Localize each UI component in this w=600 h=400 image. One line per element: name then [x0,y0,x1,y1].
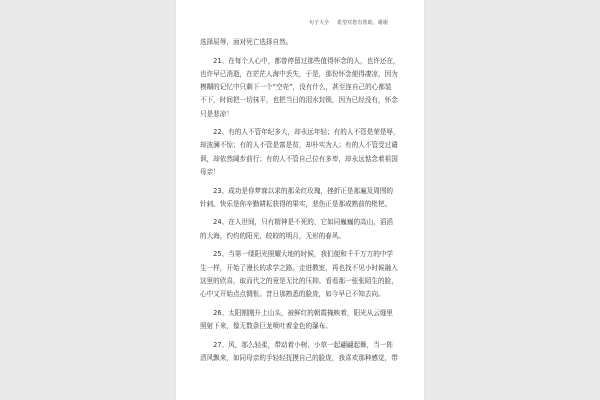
text-line: 清风飘来，如同母亲的手轻轻抚摸自己的脸庞，我喜欢那种感觉，带 [200,353,398,362]
text-line: 23、成功是你梦寐以求的那朵红玫瑰，挫折正是那遍及周围的 [200,186,394,195]
text-line: 也许早已消逝，在茫茫人海中丢失，于是，那份怀念便得凄凉，因为 [200,69,398,78]
text-line: 25、当第一缕阳光照耀大地的时候，我们便和千千万万的中学 [200,250,394,259]
document-body [200,36,404,365]
text-line: 却波澜不惊；有的人不管是富是贫，却朴实为人；有的人不管受过谴 [200,141,398,150]
text-line: 24、在人世间，只有精神是不死的，它如同巍巍的高山，滔滔 [200,218,394,227]
text-line: 27、风，那么轻柔，带动着小树、小草一起翩翩起舞，当一阵 [200,340,394,349]
text-line: 生一样，开始了漫长的求学之路。走进教室，再也找不见小时候融入 [200,263,398,272]
text-line: 心中又开始点点惆怅。昔日那熟悉的脸庞，如今早已不知去向。 [200,289,385,298]
document-page [176,0,424,400]
text-line: 的大海，灼灼的阳光，皎皎的明月，无形的春风。 [200,231,346,240]
text-line: 只是悲凉！ [200,109,233,118]
text-line: 母亲！ [200,167,220,176]
text-line: 选择屈辱，面对死亡选择自然。 [200,38,293,46]
page-header [309,19,388,26]
text-line: 这里的欣喜，取而代之的竟是无比的压抑。看看那一张张陌生的脸， [200,276,398,285]
text-line: 不下，时间把一切抹平，也把当日的泪水封锁，因为已经没有，怀念 [200,96,398,105]
header-thanks: 希望对您有帮助，谢谢 [336,20,388,26]
text-line: 21、在每个人心中，都曾停留过那些值得怀念的人，也许还在， [200,56,400,65]
text-line: 26、太阳刚刚升上山头，被鲜红的朝霞掩映着，阳光从云缝里 [200,308,394,317]
text-line: 讽，却依然阔步前行；有的人不管自己位有多卑，却永远惦念着祖国 [200,154,398,163]
text-line: 22、有的人不管年纪多大，却永远年轻；有的人不管是荣是辱， [200,128,400,137]
header-site-name: 句子大全 [308,20,330,26]
text-line: 针刺。快乐是你辛勤耕耘获得的果实，悲伤正是那成熟前的枇杷。 [200,199,392,208]
text-line: 照射下来，像无数条巨龙喷吐着金色的瀑布。 [200,321,332,330]
text-line: 模糊的记忆中只剩下一个“空壳”，没有什么，甚至连自己的心都装 [200,83,392,92]
